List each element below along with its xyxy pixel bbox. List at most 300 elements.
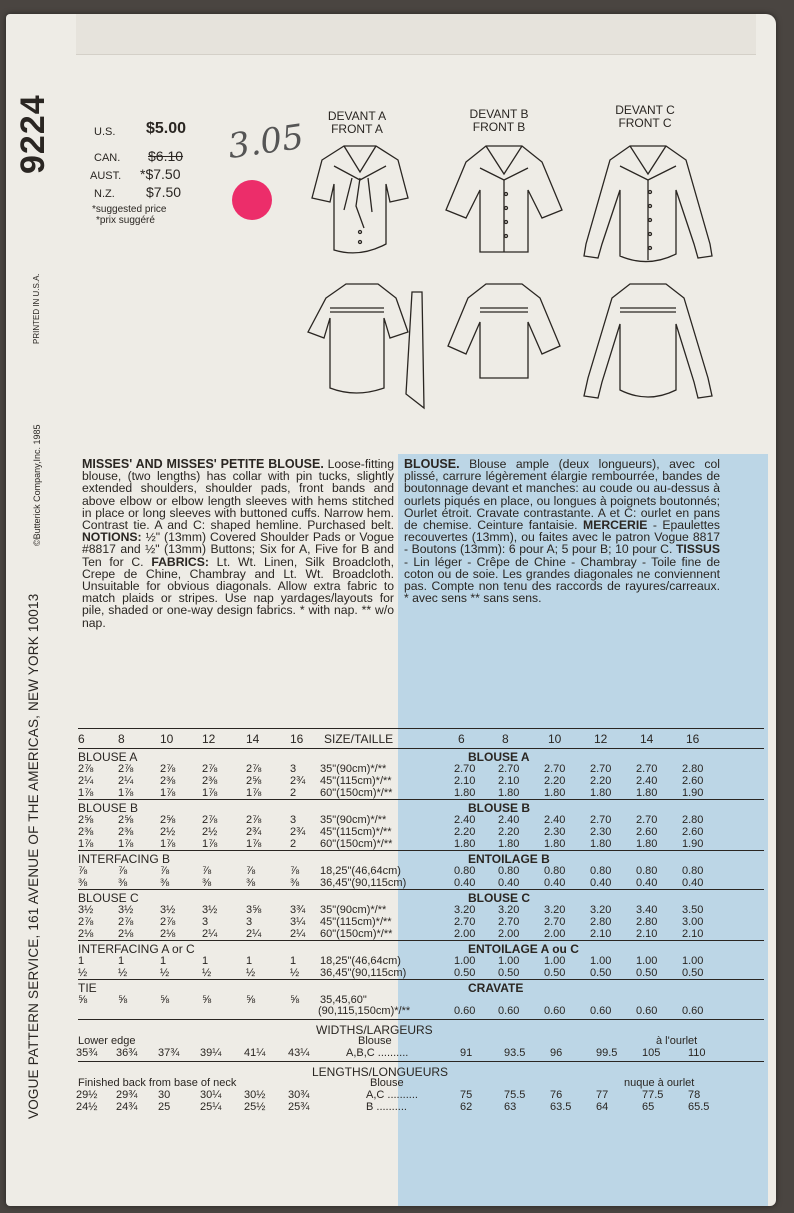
yardage-cell: 2¼ xyxy=(78,775,94,787)
meter-cell: 2.10 xyxy=(454,775,476,787)
yardage-cell: 2⅜ xyxy=(118,826,134,838)
width-cm-cell: 105 xyxy=(642,1047,661,1059)
section-label-fr: ENTOILAGE B xyxy=(468,852,550,866)
yardage-cell: ⅜ xyxy=(160,877,170,889)
meter-cell: 1.00 xyxy=(498,955,520,967)
price-label: U.S. xyxy=(94,126,116,138)
meter-cell: 0.40 xyxy=(636,877,658,889)
meter-cell: 2.40 xyxy=(636,775,658,787)
mercerie-text: - Epaulettes recouvertes (13mm), ou faites avec le patron Vogue 8817 - Boutons (13mm): 6 pour A; 5 pour B; 10 pour C. xyxy=(404,518,720,557)
blouse-a-back-drawing xyxy=(308,284,408,393)
view-label-en: FRONT A xyxy=(331,122,383,136)
meter-cell: 3.20 xyxy=(590,904,612,916)
yardage-cell: ⅝ xyxy=(78,994,88,1006)
yardage-cell: 1 xyxy=(160,955,167,967)
table-rule xyxy=(78,979,764,980)
meter-cell: 1.00 xyxy=(544,955,566,967)
meter-cell: 1.90 xyxy=(682,838,704,850)
meter-cell: 3.00 xyxy=(682,916,704,928)
table-rule xyxy=(78,940,764,941)
yardage-cell: ⅝ xyxy=(202,994,212,1006)
fabric-width-cell: 35,45,60" xyxy=(320,994,367,1006)
length-in-cell: 24½ xyxy=(76,1101,98,1113)
description-title: MISSES' AND MISSES' PETITE BLOUSE. xyxy=(82,457,324,471)
fabric-width-cell: 35"(90cm)*/** xyxy=(320,763,387,775)
yardage-cell: 2⅞ xyxy=(246,814,262,826)
yardage-cell: 3½ xyxy=(160,904,176,916)
yardage-cell: 2⅝ xyxy=(160,814,176,826)
lengths-label-fr: nuque à ourlet xyxy=(624,1077,695,1089)
yardage-cell: 3 xyxy=(290,814,297,826)
meter-cell: 2.10 xyxy=(636,928,658,940)
yardage-cell: 2⅜ xyxy=(202,775,218,787)
yardage-cell: ⅜ xyxy=(202,877,212,889)
yardage-cell: 3⅝ xyxy=(246,904,262,916)
yardage-cell: 2⅛ xyxy=(118,928,134,940)
fabric-width-cell: 60"(150cm)*/** xyxy=(320,838,393,850)
size-header-cell: 10 xyxy=(160,732,174,746)
width-in-cell: 37¾ xyxy=(158,1047,180,1059)
meter-cell: 0.80 xyxy=(544,865,566,877)
meter-cell: 2.00 xyxy=(498,928,520,940)
length-cm-cell: 78 xyxy=(688,1089,701,1101)
yardage-cell: 3½ xyxy=(78,904,94,916)
yardage-cell: 1⅞ xyxy=(202,787,218,799)
yardage-cell: 1⅞ xyxy=(118,838,134,850)
meter-cell: 0.80 xyxy=(498,865,520,877)
meter-cell: 2.40 xyxy=(498,814,520,826)
section-label-fr: CRAVATE xyxy=(468,981,524,995)
price-value: $5.00 xyxy=(146,120,187,137)
meter-cell: 2.30 xyxy=(590,826,612,838)
yardage-cell: 2 xyxy=(290,787,297,799)
description-fr xyxy=(404,458,720,604)
yardage-cell: 2⅝ xyxy=(118,814,134,826)
yardage-cell: 3¾ xyxy=(290,904,306,916)
yardage-cell: ⅜ xyxy=(246,877,256,889)
meter-cell: 2.60 xyxy=(682,826,704,838)
yardage-cell: 2½ xyxy=(202,826,218,838)
view-label-en: FRONT C xyxy=(618,116,672,130)
length-cm-cell: 77.5 xyxy=(642,1089,664,1101)
yardage-cell: 2⅞ xyxy=(78,763,94,775)
length-cm-cell: 63 xyxy=(504,1101,517,1113)
yardage-cell: ⅝ xyxy=(246,994,256,1006)
table-rule xyxy=(78,799,764,800)
width-in-cell: 41¼ xyxy=(244,1047,266,1059)
meter-cell: 1.80 xyxy=(544,787,566,799)
meter-cell: 2.70 xyxy=(636,763,658,775)
yardage-cell: ½ xyxy=(290,967,300,979)
yardage-cell: ⅝ xyxy=(290,994,300,1006)
blouse-line-drawings xyxy=(300,132,740,412)
width-cm-cell: 99.5 xyxy=(596,1047,618,1059)
meter-cell: 2.20 xyxy=(498,826,520,838)
meter-cell: 0.80 xyxy=(636,865,658,877)
price-sticker xyxy=(232,180,272,220)
yardage-cell: ⅞ xyxy=(202,865,212,877)
widths-header: WIDTHS/LARGEURS xyxy=(316,1023,433,1037)
description-title-fr: BLOUSE. xyxy=(404,457,460,471)
yardage-cell: 2⅝ xyxy=(246,775,262,787)
pattern-number: 9224 xyxy=(14,94,52,174)
size-header-cell: 6 xyxy=(458,732,465,746)
table-rule xyxy=(78,728,764,729)
length-in-cell: 29½ xyxy=(76,1089,98,1101)
width-cm-cell: 96 xyxy=(550,1047,563,1059)
widths-label: Lower edge xyxy=(78,1035,136,1047)
meter-cell: 2.30 xyxy=(544,826,566,838)
meter-cell: 0.40 xyxy=(682,877,704,889)
meter-cell: 2.70 xyxy=(544,916,566,928)
mercerie-label: MERCERIE xyxy=(583,518,648,533)
meter-cell: 2.20 xyxy=(544,775,566,787)
meter-cell: 2.00 xyxy=(544,928,566,940)
length-cm-cell: 75 xyxy=(460,1089,473,1101)
meter-cell: 0.60 xyxy=(498,1005,520,1017)
fabrics-label: FABRICS: xyxy=(151,554,209,569)
meter-cell: 0.40 xyxy=(498,877,520,889)
fabric-width-cell: 60"(150cm)*/** xyxy=(320,928,393,940)
table-rule xyxy=(78,1061,764,1062)
view-label-en: FRONT B xyxy=(472,120,526,134)
meter-cell: 0.50 xyxy=(682,967,704,979)
meter-cell: 1.80 xyxy=(636,838,658,850)
meter-cell: 0.50 xyxy=(498,967,520,979)
meter-cell: 2.80 xyxy=(682,814,704,826)
section-label: TIE xyxy=(78,981,97,995)
view-label-fr: DEVANT B xyxy=(469,107,529,121)
view-label-fr: DEVANT C xyxy=(615,103,675,117)
meter-cell: 3.20 xyxy=(544,904,566,916)
section-label: INTERFACING B xyxy=(78,852,171,866)
size-header-cell: 14 xyxy=(246,732,260,746)
section-label-fr: BLOUSE C xyxy=(468,891,531,905)
meter-cell: 1.80 xyxy=(498,787,520,799)
length-cm-cell: 63.5 xyxy=(550,1101,572,1113)
meter-cell: 2.80 xyxy=(682,763,704,775)
section-label-fr: BLOUSE A xyxy=(468,750,530,764)
yardage-cell: 2⅜ xyxy=(160,775,176,787)
width-cm-cell: 110 xyxy=(688,1047,706,1059)
meter-cell: 2.70 xyxy=(454,916,476,928)
price-label: N.Z. xyxy=(94,188,115,200)
yardage-cell: ⅞ xyxy=(160,865,170,877)
length-cm-cell: 75.5 xyxy=(504,1089,526,1101)
width-cm-cell: 91 xyxy=(460,1047,473,1059)
yardage-cell: ⅜ xyxy=(118,877,128,889)
fabric-width-cell: 36,45"(90,115cm) xyxy=(320,877,407,889)
printed-in-label: PRINTED IN U.S.A. xyxy=(32,273,41,344)
width-in-cell: 43¼ xyxy=(288,1047,310,1059)
size-header-cell: 14 xyxy=(640,732,654,746)
price-note: *suggested price xyxy=(92,204,167,215)
yardage-cell: 3 xyxy=(290,763,297,775)
yardage-cell: 2½ xyxy=(160,826,176,838)
price-label: CAN. xyxy=(94,152,121,164)
yardage-cell: 2¾ xyxy=(246,826,262,838)
yardage-cell: 2⅜ xyxy=(78,826,94,838)
size-header-cell: 8 xyxy=(502,732,509,746)
meter-cell: 0.50 xyxy=(544,967,566,979)
yardage-cell: 2⅞ xyxy=(160,916,176,928)
yardage-cell: 1⅞ xyxy=(246,787,262,799)
length-in-cell: 30 xyxy=(158,1089,171,1101)
yardage-cell: ⅜ xyxy=(78,877,88,889)
fabric-width-cell: 18,25"(46,64cm) xyxy=(320,865,401,877)
size-header-cell: 12 xyxy=(594,732,608,746)
meter-cell: 2.70 xyxy=(636,814,658,826)
meter-cell: 2.20 xyxy=(454,826,476,838)
size-header-cell: 16 xyxy=(686,732,700,746)
description-body: Loose-fitting blouse, (two lengths) has collar with pin tucks, slightly extended shoulders, shoulder pads, front bands and above elbow or elbow length sleeves with hems stitched in place or long sleeves with buttoned cuffs. Narrow hem. Contrast tie. A and C: shaped hemline. Purchased belt. xyxy=(82,457,394,533)
meter-cell: 2.80 xyxy=(590,916,612,928)
fabric-width-cell: 45"(115cm)*/** xyxy=(320,775,392,787)
meter-cell: 1.00 xyxy=(454,955,476,967)
yardage-cell: 2⅛ xyxy=(160,928,176,940)
yardage-cell: 1 xyxy=(246,955,253,967)
description-en xyxy=(82,458,394,629)
meter-cell: 0.40 xyxy=(454,877,476,889)
yardage-cell: 3 xyxy=(202,916,209,928)
meter-cell: 2.40 xyxy=(454,814,476,826)
section-label: INTERFACING A or C xyxy=(78,942,195,956)
meter-cell: 2.70 xyxy=(498,763,520,775)
width-in-cell: 36¾ xyxy=(116,1047,138,1059)
length-cm-cell: 76 xyxy=(550,1089,563,1101)
tie-drawing xyxy=(406,292,424,408)
publisher-address: VOGUE PATTERN SERVICE, 161 AVENUE OF THE AMERICAS, NEW YORK 10013 xyxy=(26,593,41,1119)
table-rule xyxy=(78,1019,764,1020)
meter-cell: 0.80 xyxy=(454,865,476,877)
meter-cell: 0.80 xyxy=(590,865,612,877)
meter-cell: 0.60 xyxy=(454,1005,476,1017)
yardage-cell: 1 xyxy=(290,955,297,967)
pattern-envelope-back xyxy=(6,14,776,1206)
meter-cell: 2.10 xyxy=(590,928,612,940)
yardage-cell: 2¼ xyxy=(246,928,262,940)
meter-cell: 3.20 xyxy=(454,904,476,916)
fabric-width-cell: 45"(115cm)*/** xyxy=(320,916,392,928)
fabric-width-cell: 35"(90cm)*/** xyxy=(320,814,387,826)
fabric-width-cell: 18,25"(46,64cm) xyxy=(320,955,401,967)
yardage-cell: ½ xyxy=(202,967,212,979)
meter-cell: 1.00 xyxy=(636,955,658,967)
meter-cell: 2.00 xyxy=(454,928,476,940)
description-body-fr: Blouse ample (deux longueurs), avec col plissé, carrure légèrement élargie rembourrée, bandes de boutonnage devant et manches: au coude ou au-dessus à ourlets piqués en place, ou longues à poignets boutonnés; Ourlet étroit. Cravate contrastante. A et C: ourlet en pans de chemise. Ceinture fantaisie. xyxy=(404,457,720,533)
meter-cell: 2.10 xyxy=(682,928,704,940)
fabric-width-cell: (90,115,150cm)*/** xyxy=(318,1005,411,1017)
yardage-cell: 1⅞ xyxy=(78,838,94,850)
meter-cell: 1.00 xyxy=(682,955,704,967)
fabric-width-cell: 35"(90cm)*/** xyxy=(320,904,387,916)
meter-cell: 2.60 xyxy=(636,826,658,838)
table-rule xyxy=(78,748,764,749)
length-in-cell: 25 xyxy=(158,1101,171,1113)
lengths-view: A,C .......... xyxy=(366,1089,418,1101)
handwritten-price: 3.05 xyxy=(225,116,307,168)
meter-cell: 1.90 xyxy=(682,787,704,799)
meter-cell: 0.40 xyxy=(590,877,612,889)
yardage-cell: 3½ xyxy=(202,904,218,916)
length-in-cell: 30½ xyxy=(244,1089,266,1101)
meter-cell: 0.60 xyxy=(544,1005,566,1017)
yardage-cell: 2⅞ xyxy=(118,916,134,928)
yardage-cell: ⅞ xyxy=(78,865,88,877)
yardage-cell: ⅞ xyxy=(290,865,300,877)
notions-label: NOTIONS: xyxy=(82,530,142,545)
meter-cell: 1.80 xyxy=(636,787,658,799)
view-label-b xyxy=(454,108,544,134)
length-in-cell: 30¾ xyxy=(288,1089,310,1101)
length-in-cell: 24¾ xyxy=(116,1101,138,1113)
blouse-a-front-drawing xyxy=(312,146,408,253)
length-in-cell: 30¼ xyxy=(200,1089,222,1101)
meter-cell: 1.80 xyxy=(544,838,566,850)
fabrics-text: Lt. Wt. Linen, Silk Broadcloth, Crepe de Chine, Chambray and Lt. Wt. Broadcloth. Unsuitable for obvious diagonals. Allow extra fabric to match plaids or stripes. Use nap yardages/layouts for pile, shaded or one-way design fabrics. * with nap. ** w/o nap. xyxy=(82,554,395,630)
meter-cell: 2.10 xyxy=(498,775,520,787)
yardage-cell: 2¾ xyxy=(290,826,306,838)
yardage-cell: ½ xyxy=(118,967,128,979)
widths-views: A,B,C .......... xyxy=(346,1047,409,1059)
view-label-c xyxy=(600,104,690,130)
price-value: $7.50 xyxy=(146,184,182,200)
meter-cell: 2.80 xyxy=(636,916,658,928)
yardage-cell: ½ xyxy=(160,967,170,979)
yardage-cell: ½ xyxy=(78,967,88,979)
widths-item: Blouse xyxy=(358,1035,392,1047)
lengths-item: Blouse xyxy=(370,1077,404,1089)
yardage-cell: 2¼ xyxy=(202,928,218,940)
meter-cell: 2.70 xyxy=(590,814,612,826)
tissus-label: TISSUS xyxy=(675,542,720,557)
meter-cell: 1.80 xyxy=(454,838,476,850)
table-rule xyxy=(78,850,764,851)
yardage-cell: 3½ xyxy=(118,904,134,916)
meter-cell: 1.80 xyxy=(590,787,612,799)
fabric-width-cell: 45"(115cm)*/** xyxy=(320,826,392,838)
blouse-b-back-drawing xyxy=(448,284,560,378)
length-cm-cell: 65 xyxy=(642,1101,655,1113)
meter-cell: 0.50 xyxy=(636,967,658,979)
yardage-cell: 3¼ xyxy=(290,916,306,928)
meter-cell: 0.60 xyxy=(590,1005,612,1017)
meter-cell: 2.60 xyxy=(682,775,704,787)
yardage-cell: 1 xyxy=(78,955,85,967)
yardage-cell: 2¼ xyxy=(118,775,134,787)
yardage-cell: ⅝ xyxy=(118,994,128,1006)
price-note-fr: *prix suggéré xyxy=(96,215,155,226)
size-header-cell: 10 xyxy=(548,732,562,746)
meter-cell: 1.80 xyxy=(498,838,520,850)
yardage-cell: 2⅛ xyxy=(78,928,94,940)
meter-cell: 3.50 xyxy=(682,904,704,916)
length-cm-cell: 65.5 xyxy=(688,1101,710,1113)
notions-text: ½" (13mm) Covered Shoulder Pads or Vogue #8817 and ½" (13mm) Buttons; Six for A, Five for B and Ten for C. xyxy=(82,530,394,569)
width-in-cell: 39¼ xyxy=(200,1047,222,1059)
blouse-c-front-drawing xyxy=(584,146,712,262)
yardage-cell: 1⅞ xyxy=(246,838,262,850)
section-label-fr: BLOUSE B xyxy=(468,801,531,815)
width-cm-cell: 93.5 xyxy=(504,1047,526,1059)
meter-cell: 3.20 xyxy=(498,904,520,916)
price-value: *$7.50 xyxy=(140,166,181,182)
lengths-view: B .......... xyxy=(366,1101,407,1113)
yardage-cell: 3 xyxy=(246,916,253,928)
blouse-b-front-drawing xyxy=(446,146,562,252)
yardage-cell: ⅝ xyxy=(160,994,170,1006)
price-label: AUST. xyxy=(90,170,122,182)
lengths-label: Finished back from base of neck xyxy=(78,1077,237,1089)
section-label: BLOUSE B xyxy=(78,801,139,815)
yardage-cell: 1⅞ xyxy=(160,838,176,850)
yardage-cell: 1⅞ xyxy=(118,787,134,799)
yardage-cell: 2¾ xyxy=(290,775,306,787)
meter-cell: 3.40 xyxy=(636,904,658,916)
length-in-cell: 29¾ xyxy=(116,1089,138,1101)
section-label: BLOUSE A xyxy=(78,750,138,764)
envelope-flap xyxy=(76,14,756,55)
copyright-label: ©Butterick Company,Inc. 1985 xyxy=(32,424,42,546)
lengths-header: LENGTHS/LONGUEURS xyxy=(312,1065,449,1079)
meter-cell: 2.40 xyxy=(544,814,566,826)
meter-cell: 2.70 xyxy=(454,763,476,775)
meter-cell: 0.60 xyxy=(636,1005,658,1017)
yardage-cell: ⅞ xyxy=(246,865,256,877)
length-in-cell: 25¾ xyxy=(288,1101,310,1113)
meter-cell: 0.80 xyxy=(682,865,704,877)
yardage-cell: 2⅞ xyxy=(246,763,262,775)
table-rule xyxy=(78,889,764,890)
length-cm-cell: 62 xyxy=(460,1101,473,1113)
size-header-cell: 6 xyxy=(78,732,85,746)
size-header-cell: 12 xyxy=(202,732,216,746)
yardage-cell: 1⅞ xyxy=(78,787,94,799)
meter-cell: 1.00 xyxy=(590,955,612,967)
yardage-cell: 2¼ xyxy=(290,928,306,940)
meter-cell: 0.40 xyxy=(544,877,566,889)
yardage-cell: ½ xyxy=(246,967,256,979)
meter-cell: 1.80 xyxy=(454,787,476,799)
yardage-cell: ⅜ xyxy=(290,877,300,889)
meter-cell: 2.20 xyxy=(590,775,612,787)
section-label: BLOUSE C xyxy=(78,891,139,905)
length-cm-cell: 77 xyxy=(596,1089,609,1101)
yardage-cell: ⅞ xyxy=(118,865,128,877)
yardage-cell: 2⅝ xyxy=(78,814,94,826)
fabric-width-cell: 60"(150cm)*/** xyxy=(320,787,393,799)
section-label-fr: ENTOILAGE A ou C xyxy=(468,942,579,956)
fabric-width-cell: 36,45"(90,115cm) xyxy=(320,967,407,979)
meter-cell: 0.50 xyxy=(454,967,476,979)
yardage-cell: 1⅞ xyxy=(202,838,218,850)
price-value: $6.10 xyxy=(148,148,184,164)
meter-cell: 2.70 xyxy=(498,916,520,928)
yardage-cell: 2⅞ xyxy=(160,763,176,775)
yardage-cell: 2⅞ xyxy=(118,763,134,775)
meter-cell: 2.70 xyxy=(590,763,612,775)
yardage-cell: 1⅞ xyxy=(160,787,176,799)
yardage-cell: 2⅞ xyxy=(202,814,218,826)
meter-cell: 2.70 xyxy=(544,763,566,775)
meter-cell: 1.80 xyxy=(590,838,612,850)
size-header-cell: 8 xyxy=(118,732,125,746)
length-cm-cell: 64 xyxy=(596,1101,609,1113)
length-in-cell: 25½ xyxy=(244,1101,266,1113)
view-label-fr: DEVANT A xyxy=(327,109,387,123)
blouse-c-back-drawing xyxy=(584,284,712,398)
meter-cell: 0.60 xyxy=(682,1005,704,1017)
